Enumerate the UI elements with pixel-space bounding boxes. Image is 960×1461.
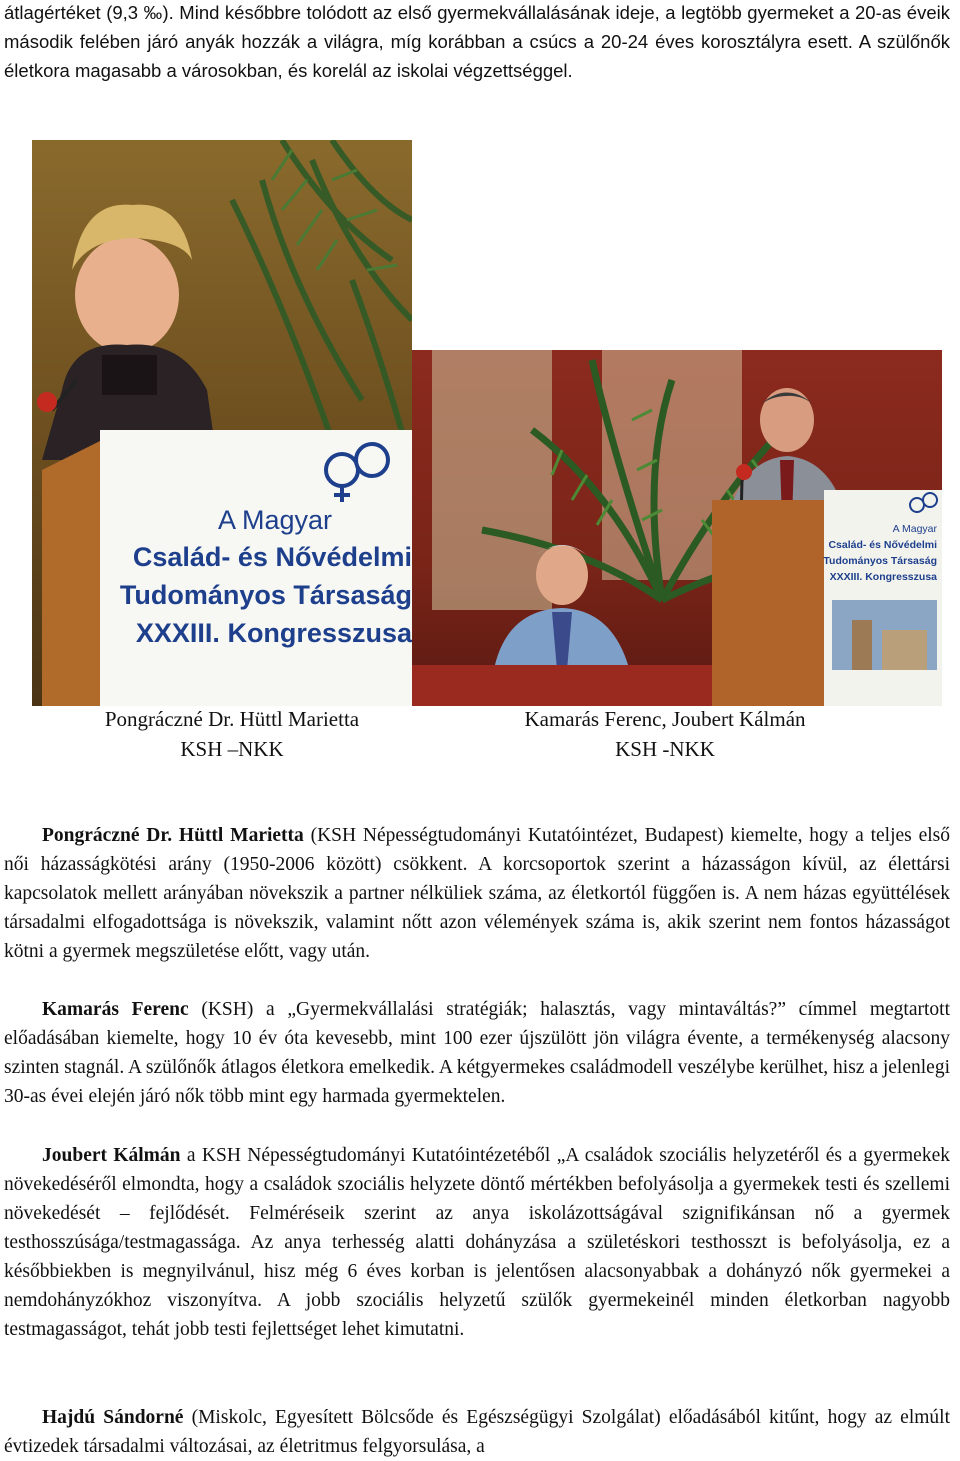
- caption-right-org: KSH -NKK: [615, 737, 715, 761]
- right-banner-line4: XXXIII. Kongresszusa: [829, 571, 937, 583]
- paragraph-kamaras-text: (KSH) a „Gyermekvállalási stratégiák; halasztás, vagy mintaváltás?” címmel megtartott előadásában kiemelte, hogy 10 év óta kevesebb, mint 100 ezer újszülött jön világra évente, a termékenység alacsony szinten stagnál. A szülőnők átlagos életkora emelkedik. A kétgyermekes családmodell veszélybe kerülhet, hisz a jelenlegi 30-as évei elején járó nők több mint egy harmada gyermektelen.: [4, 999, 950, 1107]
- caption-left-org: KSH –NKK: [180, 737, 284, 761]
- caption-left: [32, 704, 432, 764]
- speaker-name-hajdu: Hajdú Sándorné: [42, 1407, 184, 1428]
- caption-left-name: Pongráczné Dr. Hüttl Marietta: [104, 707, 360, 731]
- right-banner-line1: A Magyar: [892, 523, 937, 535]
- left-banner-line3: Tudományos Társaság: [119, 580, 412, 610]
- photo-left-image: [32, 140, 412, 706]
- photo-right-image: [412, 350, 942, 706]
- speaker-name-huttl: Pongráczné Dr. Hüttl Marietta: [42, 825, 304, 846]
- photo-speaker-left: [32, 140, 412, 706]
- left-banner-line1: A Magyar: [217, 505, 332, 535]
- speaker-name-joubert: Joubert Kálmán: [42, 1145, 181, 1166]
- right-banner-line3: Tudományos Társaság: [823, 555, 937, 567]
- paragraph-hajdu: [4, 1403, 950, 1461]
- caption-right-name: Kamarás Ferenc, Joubert Kálmán: [524, 707, 806, 731]
- left-banner-line4: XXXIII. Kongresszusa: [135, 618, 412, 648]
- right-banner-line2: Család- és Nővédelmi: [828, 539, 937, 551]
- speaker-name-kamaras: Kamarás Ferenc: [42, 999, 189, 1020]
- paragraph-huttl: [4, 821, 950, 966]
- paragraph-kamaras: [4, 995, 950, 1111]
- photo-speakers-right: [412, 350, 942, 706]
- paragraph-joubert: [4, 1141, 950, 1344]
- paragraph-huttl-text: (KSH Népességtudományi Kutatóintézet, Budapest) kiemelte, hogy a teljes első női házasságkötési arány (1950-2006 között) csökkent. A korcsoportok szerint a házasságon kívül, az élettársi kapcsolatok mellett arányában növekszik a partner nélküliek száma, az életkortól függően is. A nem házas együttélések társadalmi elfogadottsága is növekszik, valamint nőtt azon vélemények száma is, akik szerint nem fontos házasságot kötni a gyermek megszületése előtt, vagy után.: [4, 825, 950, 962]
- intro-paragraph: átlagértéket (9,3 ‰). Mind későbbre tolódott az első gyermekvállalásának ideje, a legtöbb gyermeket a 20-as éveik második felében járó anyák hozzák a világra, míg korábban a csúcs a 20-24 éves korosztályra esett. A szülőnők életkora magasabb a városokban, és korelál az iskolai végzettséggel.: [4, 2, 950, 81]
- left-banner-line2: Család- és Nővédelmi: [132, 542, 412, 572]
- paragraph-hajdu-text: (Miskolc, Egyesített Bölcsőde és Egészségügyi Szolgálat) előadásából kitűnt, hogy az elmúlt évtizedek társadalmi változásai, az életritmus felgyorsulása, a: [4, 1407, 951, 1457]
- paragraph-joubert-text: a KSH Népességtudományi Kutatóintézetéből „A családok szociális helyzetéről és a gyermekek növekedéséről elmondta, hogy a családok szociális helyzete döntő mértékben befolyásolja a gyermekek testi és szellemi növekedését – fejlődését. Felméréseik szerint az anya iskolázottságával szignifikánsan nő a gyermek testhosszúsága/testmagassága. Az anya terhesség alatti dohányzása a születéskori testhosszt is befolyásolja, ez a későbbiekben is megnyilvánul, hisz még 6 éves korban is jelentősen alacsonyabbak a dohányzó nők gyermekei a nemdohányzókhoz viszonyítva. A jobb szociális helyzetű szülők gyermekeinél minden életkorban nagyobb testmagasságot, tehát jobb testi fejlettséget lehet kimutatni.: [4, 1145, 950, 1340]
- caption-right: [430, 704, 900, 764]
